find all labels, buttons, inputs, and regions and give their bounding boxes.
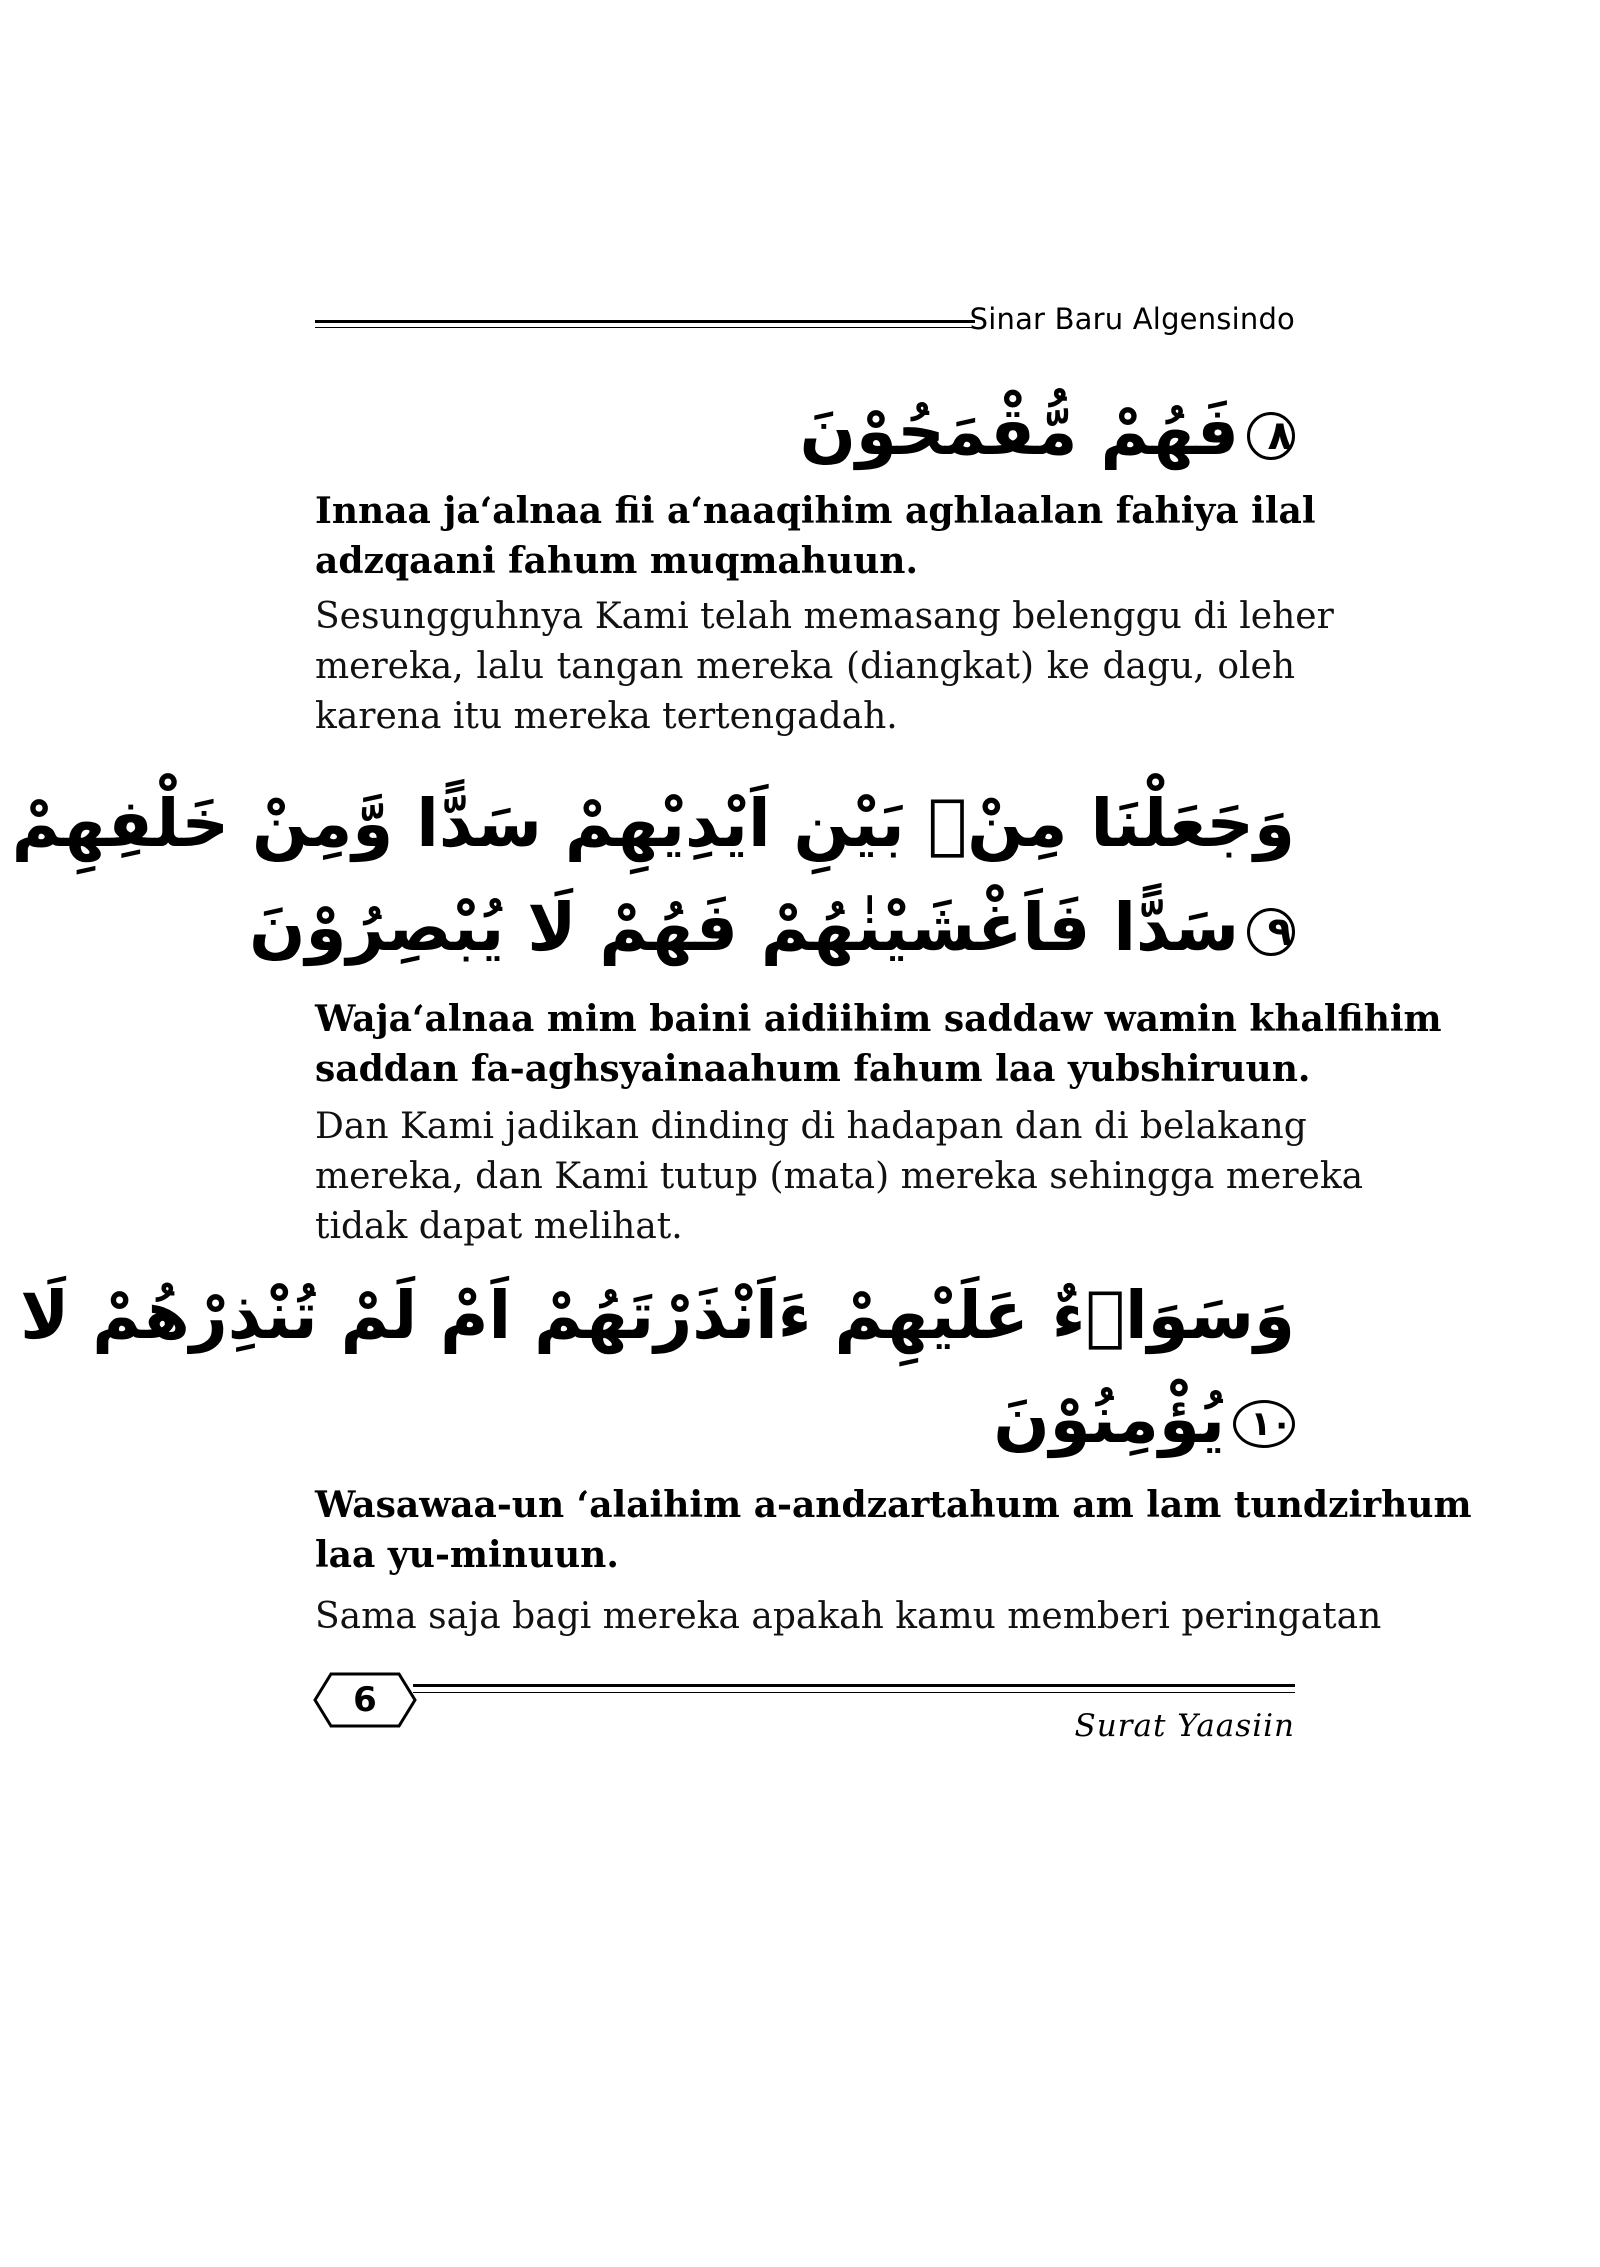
transliteration-line: laa yu-minuun. xyxy=(315,1534,619,1576)
arabic-text: يُؤْمِنُوْنَ xyxy=(993,1381,1225,1458)
ayah-number-marker: ٩ xyxy=(1247,908,1295,956)
arabic-line xyxy=(249,876,1295,980)
arabic-line: وَسَوَاۤءٌ عَلَيْهِمْ ءَاَنْذَرْتَهُمْ اَمْ لَمْ تُنْذِرْهُمْ لَا xyxy=(20,1277,1295,1354)
translation-line: Sama saja bagi mereka apakah kamu memberi peringatan xyxy=(315,1596,1382,1637)
transliteration-line: Innaa ja‘alnaa fii a‘naaqihim aghlaalan fahiya ilal xyxy=(315,490,1316,532)
translation-line: Dan Kami jadikan dinding di hadapan dan di belakang xyxy=(315,1106,1307,1147)
translation-line: tidak dapat melihat. xyxy=(315,1206,683,1247)
translation-verse-8 xyxy=(315,592,1334,742)
transliteration-line: saddan fa-aghsyainaahum fahum laa yubshiruun. xyxy=(315,1048,1311,1090)
footer-rule-thin xyxy=(413,1692,1295,1693)
ayah-number-marker: ١٠ xyxy=(1233,1400,1295,1448)
translation-verse-9 xyxy=(315,1102,1364,1252)
arabic-line xyxy=(315,380,1295,484)
arabic-text: سَدًّا فَاَغْشَيْنٰهُمْ فَهُمْ لَا يُبْصِرُوْنَ xyxy=(249,889,1239,966)
translation-line: karena itu mereka tertengadah. xyxy=(315,696,898,737)
transliteration-line: Waja‘alnaa mim baini aidiihim saddaw wamin khalfihim xyxy=(315,998,1442,1040)
page-number: 6 xyxy=(353,1680,377,1720)
arabic-line: وَجَعَلْنَا مِنْۢ بَيْنِ اَيْدِيْهِمْ سَدًّا وَّمِنْ خَلْفِهِمْ xyxy=(11,785,1295,862)
page-number-badge xyxy=(313,1672,417,1728)
arabic-text: فَهُمْ مُّقْمَحُوْنَ xyxy=(799,393,1239,470)
translation-verse-10 xyxy=(315,1592,1382,1642)
header-rule xyxy=(315,320,975,323)
arabic-verse-8 xyxy=(315,380,1295,484)
arabic-verse-9 xyxy=(11,772,1295,980)
page-header xyxy=(315,300,1295,350)
translation-line: Sesungguhnya Kami telah memasang belenggu di leher xyxy=(315,596,1334,637)
page-footer xyxy=(313,1672,1295,1752)
transliteration-line: adzqaani fahum muqmahuun. xyxy=(315,540,919,582)
footer-rule xyxy=(413,1684,1295,1687)
publisher-name: Sinar Baru Algensindo xyxy=(969,302,1295,336)
arabic-line xyxy=(315,1368,1295,1472)
header-rule-thin xyxy=(315,327,975,328)
surah-name: Surat Yaasiin xyxy=(1074,1708,1295,1744)
transliteration-verse-9 xyxy=(315,994,1442,1094)
arabic-verse-10 xyxy=(20,1264,1295,1472)
transliteration-verse-10 xyxy=(315,1480,1472,1580)
translation-line: mereka, lalu tangan mereka (diangkat) ke dagu, oleh xyxy=(315,646,1295,687)
translation-line: mereka, dan Kami tutup (mata) mereka sehingga mereka xyxy=(315,1156,1364,1197)
ayah-number-marker: ٨ xyxy=(1247,412,1295,460)
transliteration-line: Wasawaa-un ‘alaihim a-andzartahum am lam tundzirhum xyxy=(315,1484,1472,1526)
transliteration-verse-8 xyxy=(315,486,1316,586)
